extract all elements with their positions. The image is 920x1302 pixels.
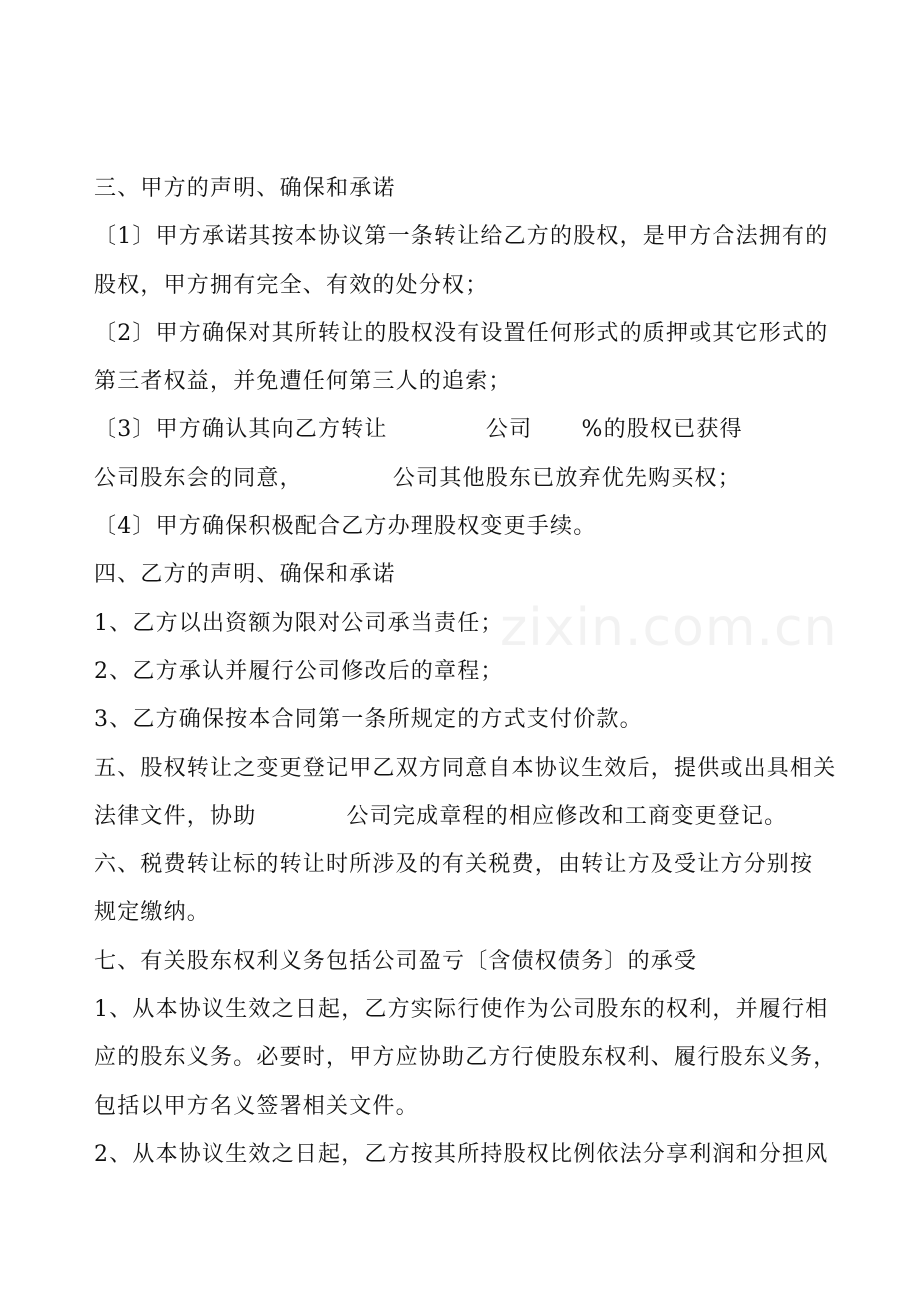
section-heading-6-line-1: 六、税费转让标的转让时所涉及的有关税费，由转让方及受让方分别按 xyxy=(94,852,814,878)
clause-3-4: 〔4〕甲方确保积极配合乙方办理股权变更手续。 xyxy=(94,514,597,540)
clause-4-2: 2、乙方承认并履行公司修改后的章程； xyxy=(94,658,504,684)
clause-3-3-line-2: 公司股东会的同意， 公司其他股东已放弃优先购买权； xyxy=(94,465,741,491)
clause-3-1-line-2: 股权，甲方拥有完全、有效的处分权； xyxy=(94,272,489,298)
watermark: zixin.com.cn xyxy=(500,598,838,658)
clause-7-2-line-1: 2、从本协议生效之日起，乙方按其所持股权比例依法分享利润和分担风 xyxy=(94,1141,829,1167)
clause-3-2-line-1: 〔2〕甲方确保对其所转让的股权没有设置任何形式的质押或其它形式的 xyxy=(94,320,829,346)
clause-3-3-line-1: 〔3〕甲方确认其向乙方转让 公司 %的股权已获得 xyxy=(94,417,743,443)
clause-4-3: 3、乙方确保按本合同第一条所规定的方式支付价款。 xyxy=(94,707,643,733)
section-heading-7: 七、有关股东权利义务包括公司盈亏〔含债权债务〕的承受 xyxy=(94,948,698,974)
section-heading-4: 四、乙方的声明、确保和承诺 xyxy=(94,562,396,588)
clause-7-1-line-1: 1、从本协议生效之日起，乙方实际行使作为公司股东的权利，并履行相 xyxy=(94,997,829,1023)
clause-4-1: 1、乙方以出资额为限对公司承当责任； xyxy=(94,610,504,636)
clause-3-2-line-2: 第三者权益，并免遭任何第三人的追索； xyxy=(94,369,512,395)
document-body xyxy=(94,165,837,1179)
clause-7-1-line-3: 包括以甲方名义签署相关文件。 xyxy=(94,1093,419,1119)
section-heading-5-line-1: 五、股权转让之变更登记甲乙双方同意自本协议生效后，提供或出具相关 xyxy=(94,755,837,781)
section-heading-5-line-2: 法律文件，协助 公司完成章程的相应修改和工商变更登记。 xyxy=(94,803,788,829)
section-heading-6-line-2: 规定缴纳。 xyxy=(94,900,211,926)
clause-3-1-line-1: 〔1〕甲方承诺其按本协议第一条转让给乙方的股权，是甲方合法拥有的 xyxy=(94,224,829,250)
section-heading-3: 三、甲方的声明、确保和承诺 xyxy=(94,176,396,201)
clause-7-1-line-2: 应的股东义务。必要时，甲方应协助乙方行使股东权利、履行股东义务， xyxy=(94,1045,837,1071)
